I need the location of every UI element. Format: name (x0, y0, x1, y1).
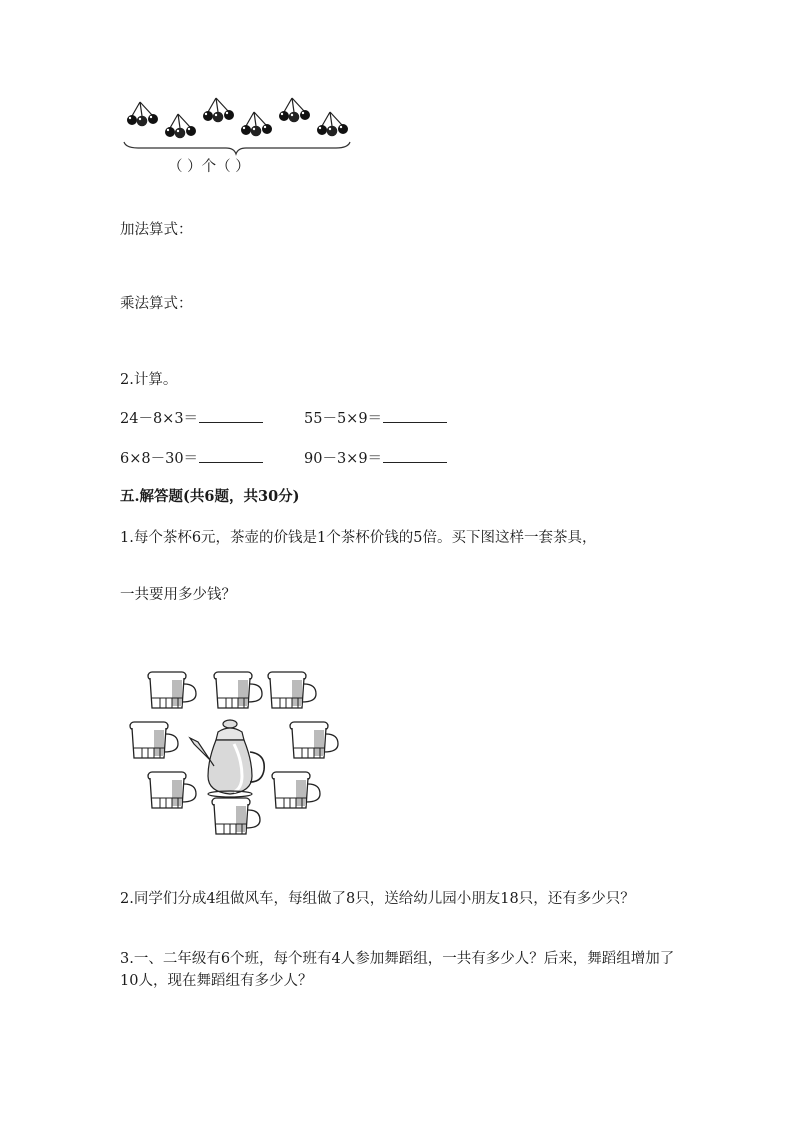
problem-2: 2.同学们分成4组做风车，每组做了8只，送给幼儿园小朋友18只，还有多少只？ (120, 891, 635, 907)
addition-formula-label: 加法算式： (120, 222, 193, 238)
cup (212, 798, 260, 834)
problem-3: 3.一、二年级有6个班，每个班有4人参加舞蹈组，一共有多少人？后来，舞蹈组增加了10人，现在舞蹈组有多少人？ (120, 951, 675, 989)
cup (268, 672, 316, 708)
brace (124, 142, 350, 154)
cup (272, 772, 320, 808)
cherry-group (241, 112, 272, 136)
cherry-group (317, 112, 348, 136)
calc-item (120, 449, 263, 469)
answer-blank[interactable] (383, 409, 447, 423)
cup (148, 672, 196, 708)
cup (214, 672, 262, 708)
multiplication-formula-label: 乘法算式： (120, 296, 193, 312)
calc-item (304, 409, 447, 429)
cherry-group (127, 102, 158, 126)
calc-expression: 24－8×3＝ (120, 411, 199, 427)
cup (130, 722, 178, 758)
teaset-illustration (120, 660, 360, 850)
calc-item (120, 409, 263, 429)
calc-expression: 90－3×9＝ (304, 451, 383, 467)
answer-blank[interactable] (383, 449, 447, 463)
calc-expression: 6×8－30＝ (120, 451, 199, 467)
problem-1-line-1: 1.每个茶杯6元，茶壶的价钱是1个茶杯价钱的5倍。买下图这样一套茶具， (120, 530, 597, 546)
cherry-group (203, 98, 234, 122)
cup (148, 772, 196, 808)
cup (290, 722, 338, 758)
problem-1-line-2: 一共要用多少钱？ (120, 587, 236, 603)
teaset-figure (120, 660, 360, 850)
calc-expression: 55－5×9＝ (304, 411, 383, 427)
section-2-title: 2.计算。 (120, 372, 178, 388)
section-5-title: 五.解答题(共6题，共30分) (120, 488, 300, 505)
cherry-group (165, 114, 196, 138)
teapot (190, 720, 264, 797)
answer-blank[interactable] (199, 409, 263, 423)
answer-blank[interactable] (199, 449, 263, 463)
brace-label: （ ）个（ ） (168, 159, 250, 175)
cherry-group (279, 98, 310, 122)
calc-item (304, 449, 447, 469)
